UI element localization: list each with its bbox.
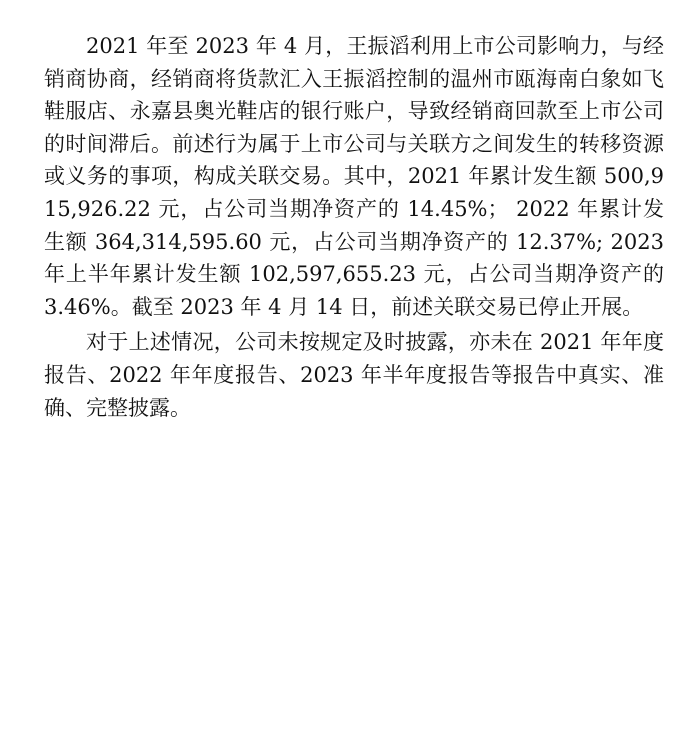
document-body (44, 30, 664, 427)
paragraph-disclosure-failure: 对于上述情况，公司未按规定及时披露，亦未在 2021 年年度报告、2022 年年度报告、2023 年半年度报告等报告中真实、准确、完整披露。 (44, 330, 664, 420)
paragraph-related-transactions: 2021 年至 2023 年 4 月，王振滔利用上市公司影响力，与经销商协商，经销商将货款汇入王振滔控制的温州市瓯海南白象如飞鞋服店、永嘉县奥光鞋店的银行账户，导致经销商回款至上市公司的时间滞后。前述行为属于上市公司与关联方之间发生的转移资源或义务的事项，构成关联交易。其中，2021 年累计发生额 500,915,926.22 元，占公司当期净资产的 14.45%； 2022 年累计发生额 364,314,595.60 元，占公司当期净资产的 12.37%; 2023 年上半年累计发生额 102,597,655.23 元，占公司当期净资产的 3.46%。截至 2023 年 4 月 14 日，前述关联交易已停止开展。 (44, 34, 664, 319)
